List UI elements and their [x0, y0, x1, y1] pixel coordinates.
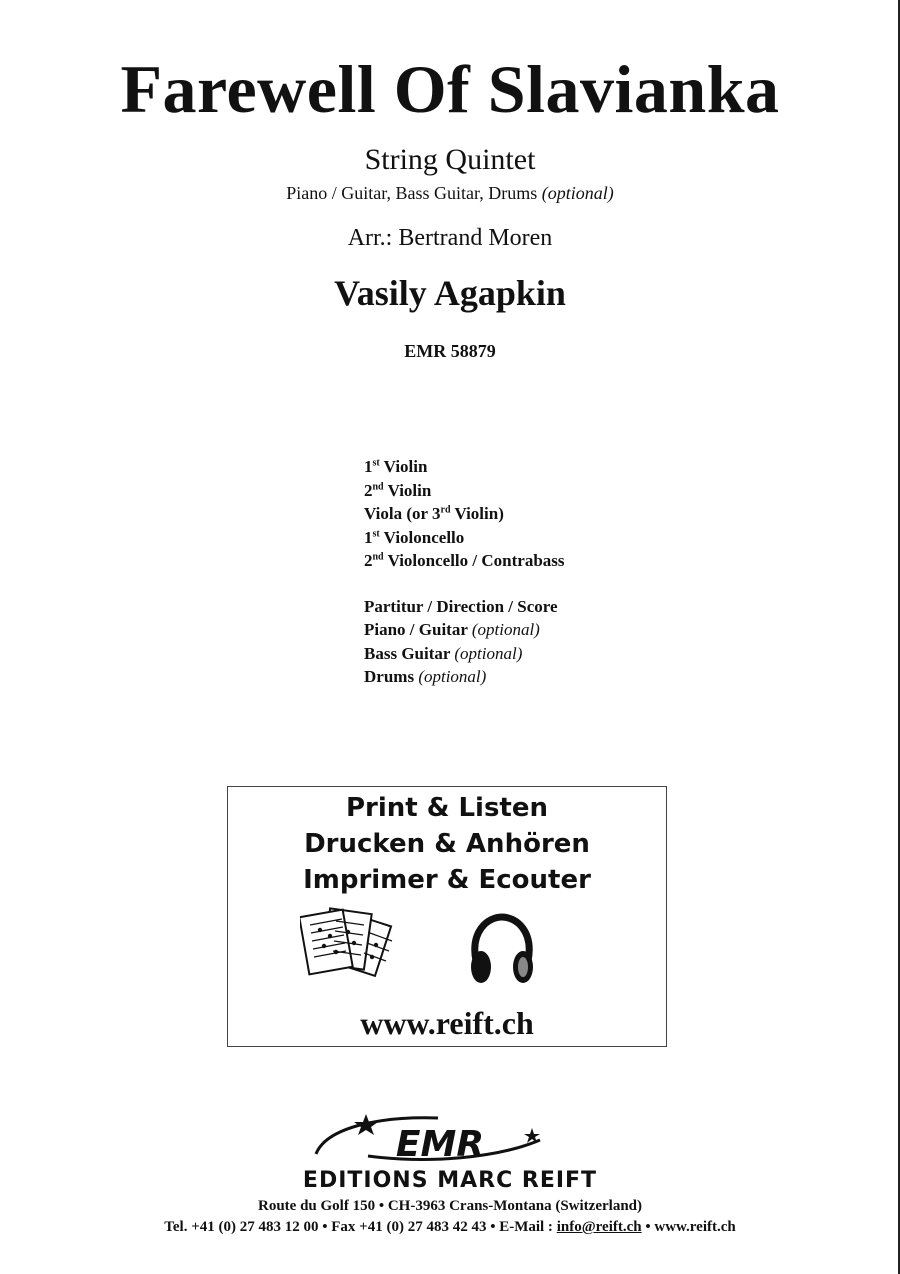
- publisher-name: EDITIONS MARC REIFT: [302, 1168, 598, 1193]
- svg-text:EMR: EMR: [395, 1124, 485, 1165]
- instrumentation-optional: (optional): [541, 183, 614, 203]
- promo-line-german: Drucken & Anhören: [304, 829, 590, 859]
- instrumentation-main: Piano / Guitar, Bass Guitar, Drums: [286, 183, 538, 203]
- part-item: 1st Violin: [364, 457, 428, 476]
- part-item: 1st Violoncello: [364, 527, 465, 547]
- emr-logo: [308, 1110, 548, 1166]
- website-link[interactable]: www.reift.ch: [360, 1005, 534, 1041]
- parts-list: [364, 455, 565, 689]
- instrumentation-note: [0, 183, 900, 204]
- arranger-credit: Arr.: Bertrand Moren: [347, 225, 553, 251]
- part-item: 2nd Violin: [364, 480, 432, 500]
- contact-phone-fax: Tel. +41 (0) 27 483 12 00 • Fax +41 (0) 27 483 42 43 • E-Mail :: [164, 1219, 557, 1235]
- promo-line-french: Imprimer & Ecouter: [303, 865, 591, 895]
- extra-part-item: Partitur / Direction / Score: [364, 596, 558, 616]
- ensemble-subtitle: String Quintet: [364, 143, 536, 176]
- extra-part-item: Piano / Guitar (optional): [364, 620, 540, 639]
- page-title: Farewell Of Slavianka: [120, 51, 780, 127]
- extra-part-item: Drums (optional): [364, 667, 487, 686]
- print-listen-box: [227, 786, 667, 1047]
- list-divider: [364, 573, 565, 595]
- publisher-address: Route du Golf 150 • CH-3963 Crans-Montana (Switzerland): [258, 1198, 642, 1214]
- composer-name: Vasily Agapkin: [334, 273, 566, 313]
- publisher-contact: [0, 1219, 900, 1236]
- catalog-number: EMR 58879: [404, 341, 496, 361]
- email-link[interactable]: info@reift.ch: [556, 1219, 642, 1235]
- part-item: 2nd Violoncello / Contrabass: [364, 551, 565, 570]
- part-item: Viola (or 3rd Violin): [364, 504, 504, 523]
- headphones-icon: [466, 913, 538, 987]
- extra-part-item: Bass Guitar (optional): [364, 643, 523, 663]
- contact-website[interactable]: • www.reift.ch: [641, 1219, 736, 1235]
- promo-line-english: Print & Listen: [345, 793, 549, 823]
- sheet-music-icon: [300, 905, 412, 987]
